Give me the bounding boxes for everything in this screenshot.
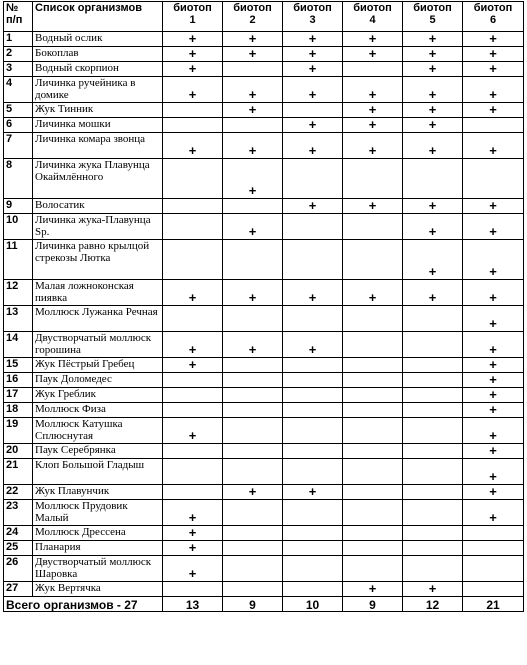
row-number: 13	[4, 306, 33, 332]
table-row	[4, 133, 524, 159]
total-biotope-5: 12	[403, 597, 463, 612]
organism-name: Личинка жука Плавунца Окаймлённого	[33, 159, 163, 199]
presence-cell-biotope-2	[223, 118, 283, 133]
table-row	[4, 526, 524, 541]
presence-cell-biotope-3: +	[283, 118, 343, 133]
presence-cell-biotope-1: +	[163, 332, 223, 358]
presence-cell-biotope-5: +	[403, 32, 463, 47]
presence-cell-biotope-6: +	[463, 199, 524, 214]
presence-cell-biotope-6: +	[463, 214, 524, 240]
presence-cell-biotope-5	[403, 403, 463, 418]
presence-cell-biotope-2	[223, 403, 283, 418]
presence-cell-biotope-1: +	[163, 526, 223, 541]
organism-name: Моллюск Физа	[33, 403, 163, 418]
row-number: 17	[4, 388, 33, 403]
organism-name: Личинка жука-Плавунца Sp.	[33, 214, 163, 240]
table-row	[4, 582, 524, 597]
table-row	[4, 373, 524, 388]
presence-cell-biotope-3	[283, 240, 343, 280]
presence-cell-biotope-3	[283, 373, 343, 388]
table-row	[4, 118, 524, 133]
presence-cell-biotope-4	[343, 485, 403, 500]
presence-cell-biotope-3	[283, 582, 343, 597]
presence-cell-biotope-3	[283, 159, 343, 199]
organism-name: Жук Тинник	[33, 103, 163, 118]
table-row	[4, 47, 524, 62]
header-biotope-3: биотоп 3	[283, 2, 343, 32]
presence-cell-biotope-3	[283, 358, 343, 373]
presence-cell-biotope-1	[163, 199, 223, 214]
presence-cell-biotope-6	[463, 541, 524, 556]
row-number: 8	[4, 159, 33, 199]
presence-cell-biotope-3: +	[283, 280, 343, 306]
presence-cell-biotope-4	[343, 159, 403, 199]
presence-cell-biotope-4	[343, 214, 403, 240]
presence-cell-biotope-4: +	[343, 32, 403, 47]
header-biotope-6: биотоп 6	[463, 2, 524, 32]
header-num: № п/п	[4, 2, 33, 32]
row-number: 27	[4, 582, 33, 597]
presence-cell-biotope-6: +	[463, 459, 524, 485]
presence-cell-biotope-6: +	[463, 358, 524, 373]
presence-cell-biotope-4	[343, 240, 403, 280]
presence-cell-biotope-6: +	[463, 388, 524, 403]
organism-name: Малая ложноконская пиявка	[33, 280, 163, 306]
total-biotope-6: 21	[463, 597, 524, 612]
presence-cell-biotope-4	[343, 388, 403, 403]
presence-cell-biotope-3	[283, 418, 343, 444]
presence-cell-biotope-4	[343, 556, 403, 582]
presence-cell-biotope-6: +	[463, 280, 524, 306]
presence-cell-biotope-3	[283, 103, 343, 118]
presence-cell-biotope-3	[283, 500, 343, 526]
presence-cell-biotope-2: +	[223, 133, 283, 159]
table-row	[4, 306, 524, 332]
presence-cell-biotope-5	[403, 373, 463, 388]
table-row	[4, 541, 524, 556]
presence-cell-biotope-6: +	[463, 332, 524, 358]
row-number: 19	[4, 418, 33, 444]
presence-cell-biotope-4	[343, 444, 403, 459]
organism-name: Личинка равно крылцой стрекозы Лютка	[33, 240, 163, 280]
presence-cell-biotope-5: +	[403, 133, 463, 159]
presence-cell-biotope-4: +	[343, 280, 403, 306]
presence-cell-biotope-4	[343, 526, 403, 541]
row-number: 20	[4, 444, 33, 459]
organism-name: Моллюск Катушка Сплюснутая	[33, 418, 163, 444]
total-biotope-2: 9	[223, 597, 283, 612]
row-number: 3	[4, 62, 33, 77]
presence-cell-biotope-3	[283, 444, 343, 459]
header-biotope-5: биотоп 5	[403, 2, 463, 32]
row-number: 15	[4, 358, 33, 373]
header-biotope-1: биотоп 1	[163, 2, 223, 32]
presence-cell-biotope-6: +	[463, 103, 524, 118]
presence-cell-biotope-2	[223, 556, 283, 582]
presence-cell-biotope-5	[403, 459, 463, 485]
presence-cell-biotope-4: +	[343, 582, 403, 597]
presence-cell-biotope-5: +	[403, 47, 463, 62]
presence-cell-biotope-3: +	[283, 32, 343, 47]
presence-cell-biotope-5	[403, 556, 463, 582]
presence-cell-biotope-2	[223, 541, 283, 556]
presence-cell-biotope-4	[343, 306, 403, 332]
row-number: 6	[4, 118, 33, 133]
presence-cell-biotope-6: +	[463, 306, 524, 332]
presence-cell-biotope-2: +	[223, 77, 283, 103]
presence-cell-biotope-1: +	[163, 32, 223, 47]
presence-cell-biotope-5: +	[403, 103, 463, 118]
organism-name: Двустворчатый моллюск Шаровка	[33, 556, 163, 582]
presence-cell-biotope-1: +	[163, 47, 223, 62]
presence-cell-biotope-1: +	[163, 500, 223, 526]
row-number: 14	[4, 332, 33, 358]
row-number: 25	[4, 541, 33, 556]
presence-cell-biotope-1	[163, 459, 223, 485]
table-row	[4, 556, 524, 582]
organism-name: Личинка комара звонца	[33, 133, 163, 159]
presence-cell-biotope-2: +	[223, 103, 283, 118]
presence-cell-biotope-5: +	[403, 199, 463, 214]
total-row	[4, 597, 524, 612]
presence-cell-biotope-5: +	[403, 280, 463, 306]
presence-cell-biotope-6: +	[463, 373, 524, 388]
presence-cell-biotope-2: +	[223, 280, 283, 306]
header-biotope-4: биотоп 4	[343, 2, 403, 32]
presence-cell-biotope-5	[403, 418, 463, 444]
presence-cell-biotope-3	[283, 541, 343, 556]
organism-name: Паук Серебрянка	[33, 444, 163, 459]
presence-cell-biotope-4	[343, 332, 403, 358]
presence-cell-biotope-5	[403, 358, 463, 373]
presence-cell-biotope-6	[463, 556, 524, 582]
presence-cell-biotope-6: +	[463, 47, 524, 62]
presence-cell-biotope-5	[403, 159, 463, 199]
presence-cell-biotope-1: +	[163, 418, 223, 444]
presence-cell-biotope-2	[223, 373, 283, 388]
organism-name: Личинка ручейника в домике	[33, 77, 163, 103]
organism-name: Бокоплав	[33, 47, 163, 62]
table-row	[4, 403, 524, 418]
presence-cell-biotope-3: +	[283, 47, 343, 62]
presence-cell-biotope-6	[463, 582, 524, 597]
presence-cell-biotope-4	[343, 358, 403, 373]
presence-cell-biotope-3: +	[283, 77, 343, 103]
total-label: Всего организмов - 27	[4, 597, 163, 612]
organism-name: Волосатик	[33, 199, 163, 214]
presence-cell-biotope-5: +	[403, 77, 463, 103]
row-number: 24	[4, 526, 33, 541]
presence-cell-biotope-1	[163, 444, 223, 459]
presence-cell-biotope-1: +	[163, 280, 223, 306]
row-number: 11	[4, 240, 33, 280]
presence-cell-biotope-5	[403, 541, 463, 556]
presence-cell-biotope-3	[283, 214, 343, 240]
table-row	[4, 103, 524, 118]
presence-cell-biotope-1	[163, 118, 223, 133]
table-row	[4, 444, 524, 459]
presence-cell-biotope-2	[223, 526, 283, 541]
presence-cell-biotope-2	[223, 388, 283, 403]
presence-cell-biotope-1: +	[163, 133, 223, 159]
presence-cell-biotope-2	[223, 62, 283, 77]
presence-cell-biotope-1	[163, 159, 223, 199]
organism-name: Паук Доломедес	[33, 373, 163, 388]
organism-name: Жук Вертячка	[33, 582, 163, 597]
presence-cell-biotope-2: +	[223, 214, 283, 240]
table-row	[4, 32, 524, 47]
table-row	[4, 388, 524, 403]
presence-cell-biotope-3	[283, 556, 343, 582]
presence-cell-biotope-3	[283, 526, 343, 541]
presence-cell-biotope-4	[343, 500, 403, 526]
organism-name: Водный ослик	[33, 32, 163, 47]
presence-cell-biotope-5	[403, 500, 463, 526]
row-number: 26	[4, 556, 33, 582]
presence-cell-biotope-1: +	[163, 77, 223, 103]
presence-cell-biotope-5	[403, 485, 463, 500]
table-row	[4, 332, 524, 358]
row-number: 10	[4, 214, 33, 240]
table-row	[4, 485, 524, 500]
presence-cell-biotope-2: +	[223, 485, 283, 500]
presence-cell-biotope-1	[163, 403, 223, 418]
row-number: 23	[4, 500, 33, 526]
presence-cell-biotope-4: +	[343, 199, 403, 214]
presence-cell-biotope-2	[223, 306, 283, 332]
total-biotope-1: 13	[163, 597, 223, 612]
row-number: 7	[4, 133, 33, 159]
table-row	[4, 358, 524, 373]
presence-cell-biotope-6: +	[463, 32, 524, 47]
presence-cell-biotope-6: +	[463, 240, 524, 280]
presence-cell-biotope-6: +	[463, 500, 524, 526]
row-number: 4	[4, 77, 33, 103]
presence-cell-biotope-5: +	[403, 118, 463, 133]
presence-cell-biotope-2	[223, 418, 283, 444]
presence-cell-biotope-3: +	[283, 199, 343, 214]
presence-cell-biotope-2	[223, 500, 283, 526]
presence-cell-biotope-1: +	[163, 541, 223, 556]
presence-cell-biotope-6: +	[463, 62, 524, 77]
presence-cell-biotope-4: +	[343, 47, 403, 62]
presence-cell-biotope-5: +	[403, 582, 463, 597]
presence-cell-biotope-1: +	[163, 62, 223, 77]
presence-cell-biotope-3: +	[283, 133, 343, 159]
presence-cell-biotope-2	[223, 199, 283, 214]
presence-cell-biotope-5: +	[403, 62, 463, 77]
presence-cell-biotope-4	[343, 418, 403, 444]
presence-cell-biotope-4	[343, 459, 403, 485]
presence-cell-biotope-1: +	[163, 358, 223, 373]
presence-cell-biotope-6: +	[463, 77, 524, 103]
organism-name: Жук Плавунчик	[33, 485, 163, 500]
presence-cell-biotope-3: +	[283, 62, 343, 77]
row-number: 21	[4, 459, 33, 485]
header-biotope-2: биотоп 2	[223, 2, 283, 32]
row-number: 16	[4, 373, 33, 388]
presence-cell-biotope-6	[463, 159, 524, 199]
presence-cell-biotope-4	[343, 541, 403, 556]
presence-cell-biotope-4	[343, 403, 403, 418]
presence-cell-biotope-6	[463, 118, 524, 133]
presence-cell-biotope-3	[283, 388, 343, 403]
row-number: 12	[4, 280, 33, 306]
presence-cell-biotope-5	[403, 306, 463, 332]
presence-cell-biotope-2	[223, 444, 283, 459]
presence-cell-biotope-1	[163, 240, 223, 280]
row-number: 2	[4, 47, 33, 62]
presence-cell-biotope-6: +	[463, 403, 524, 418]
table-row	[4, 459, 524, 485]
presence-cell-biotope-2: +	[223, 47, 283, 62]
organism-name: Двустворчатый моллюск горошина	[33, 332, 163, 358]
presence-cell-biotope-6: +	[463, 133, 524, 159]
presence-cell-biotope-4	[343, 62, 403, 77]
presence-cell-biotope-4	[343, 373, 403, 388]
presence-cell-biotope-2: +	[223, 32, 283, 47]
row-number: 5	[4, 103, 33, 118]
presence-cell-biotope-1	[163, 214, 223, 240]
presence-cell-biotope-1	[163, 103, 223, 118]
table-row	[4, 77, 524, 103]
row-number: 1	[4, 32, 33, 47]
presence-cell-biotope-2	[223, 240, 283, 280]
presence-cell-biotope-3	[283, 459, 343, 485]
presence-cell-biotope-2	[223, 582, 283, 597]
organism-name: Водный скорпион	[33, 62, 163, 77]
presence-cell-biotope-2: +	[223, 159, 283, 199]
presence-cell-biotope-4: +	[343, 133, 403, 159]
organism-name: Планария	[33, 541, 163, 556]
presence-cell-biotope-6: +	[463, 418, 524, 444]
organism-name: Клоп Большой Гладыш	[33, 459, 163, 485]
presence-cell-biotope-5	[403, 444, 463, 459]
presence-cell-biotope-2	[223, 459, 283, 485]
presence-cell-biotope-3: +	[283, 485, 343, 500]
row-number: 22	[4, 485, 33, 500]
table-row	[4, 62, 524, 77]
header-row	[4, 2, 524, 32]
table-row	[4, 418, 524, 444]
presence-cell-biotope-1	[163, 582, 223, 597]
presence-cell-biotope-5: +	[403, 240, 463, 280]
header-name: Список организмов	[33, 2, 163, 32]
organism-name: Личинка мошки	[33, 118, 163, 133]
presence-cell-biotope-5	[403, 332, 463, 358]
organism-name: Жук Греблик	[33, 388, 163, 403]
presence-cell-biotope-1	[163, 306, 223, 332]
table-row	[4, 500, 524, 526]
presence-cell-biotope-5	[403, 526, 463, 541]
organisms-table	[3, 1, 524, 612]
organism-name: Жук Пёстрый Гребец	[33, 358, 163, 373]
organism-name: Моллюск Дрессена	[33, 526, 163, 541]
presence-cell-biotope-6: +	[463, 485, 524, 500]
presence-cell-biotope-1: +	[163, 556, 223, 582]
presence-cell-biotope-4: +	[343, 103, 403, 118]
presence-cell-biotope-3	[283, 403, 343, 418]
presence-cell-biotope-5: +	[403, 214, 463, 240]
table-row	[4, 159, 524, 199]
presence-cell-biotope-4: +	[343, 77, 403, 103]
presence-cell-biotope-5	[403, 388, 463, 403]
table-row	[4, 214, 524, 240]
table-row	[4, 240, 524, 280]
presence-cell-biotope-2: +	[223, 332, 283, 358]
row-number: 9	[4, 199, 33, 214]
organism-name: Моллюск Лужанка Речная	[33, 306, 163, 332]
presence-cell-biotope-1	[163, 373, 223, 388]
presence-cell-biotope-2	[223, 358, 283, 373]
organism-name: Моллюск Прудовик Малый	[33, 500, 163, 526]
presence-cell-biotope-1	[163, 388, 223, 403]
presence-cell-biotope-3: +	[283, 332, 343, 358]
total-biotope-3: 10	[283, 597, 343, 612]
row-number: 18	[4, 403, 33, 418]
presence-cell-biotope-1	[163, 485, 223, 500]
presence-cell-biotope-3	[283, 306, 343, 332]
table-row	[4, 280, 524, 306]
presence-cell-biotope-6: +	[463, 444, 524, 459]
presence-cell-biotope-4: +	[343, 118, 403, 133]
table-row	[4, 199, 524, 214]
total-biotope-4: 9	[343, 597, 403, 612]
presence-cell-biotope-6	[463, 526, 524, 541]
